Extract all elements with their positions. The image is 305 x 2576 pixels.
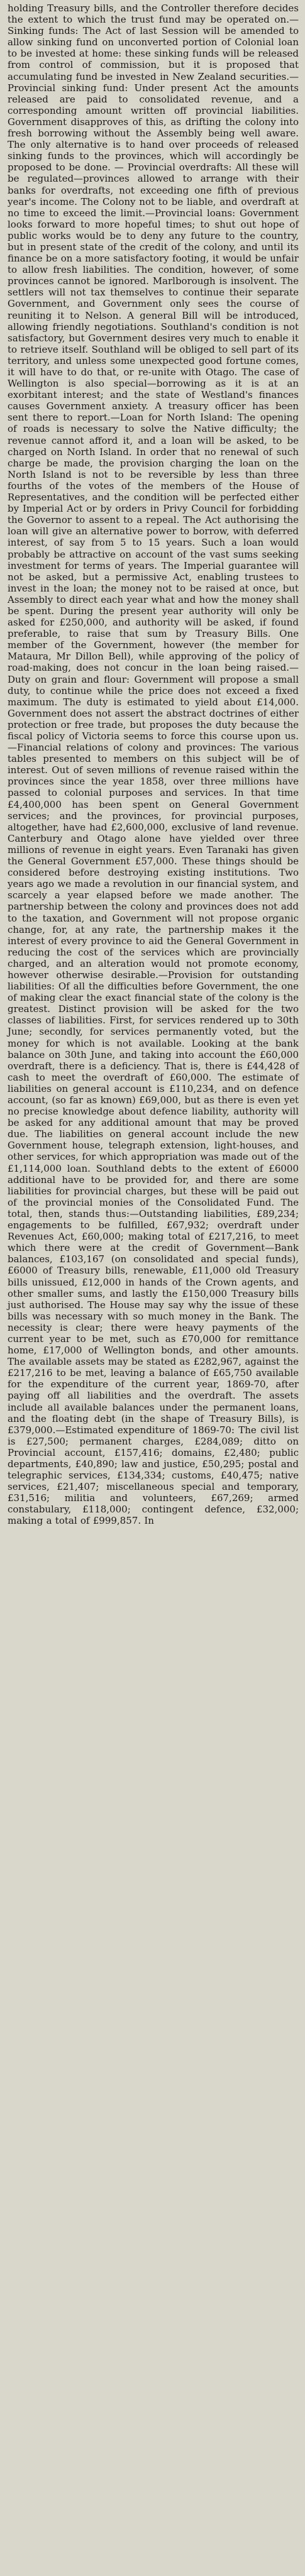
article-paragraph: holding Treasury bills, and the Controller therefore decides the extent to which the trust fund may be operated on.—Sinking funds: The Act of last Session will be amended to allow sinking fund on unconverted portion of Colonial loan to be invested at home: these sinking funds will be released from control of commission, but it is proposed that accumulating fund be invested in New Zealand securities.—Provincial sinking fund: Under present Act the amounts released are paid to consolidated revenue, and a corresponding amount written off provincial liabilities. Government disapproves of this, as drifting the colony into fresh borrowing without the Assembly being well aware. The only alternative is to hand over proceeds of released sinking funds to the provinces, which will accordingly be proposed to be done. — Provincial overdrafts: All these will be regulated—provinces allowed to arrange with their banks for overdrafts, not exceeding one fifth of previous year's income. The Colony not to be liable, and overdraft at no time to exceed the limit.—Provincial loans: Government looks forward to more hopeful times; to shut out hope of public works would be to deny any future to the country, but in present state of the credit of the colony, and until its finance be on a more satisfactory footing, it would be unfair to allow fresh liabilities. The condition, however, of some provinces cannot be ignored. Marlborough is insolvent. The settlers will not tax themselves to continue their separate Government, and Government only sees the course of reuniting it to Nelson. A general Bill will be introduced, allowing friendly negotiations. Southland's condition is not satisfactory, but Government desires very much to enable it to retrieve itself. Southland will be obliged to sell part of its territory, and unless some unexpected good fortune comes, it will have to do that, or re-unite with Otago. The case of Wellington is also special—borrowing as it is at an exorbitant interest; and the state of Westland's finances causes Government anxiety. A treasury officer has been sent there to report.—Loan for North Island: The opening of roads is necessary to solve the Native difficulty; the revenue cannot afford it, and a loan will be asked, to be charged on North Island. In order that no renewal of such charge be made, the provision charging the loan on the North Island is not to be reversible by less than three fourths of the votes of the members of the House of Representatives, and the condition will be perfected either by Imperial Act or by orders in Privy Council for forbidding the Governor to assent to a repeal. The Act authorising the loan will give an alternative power to borrow, with deferred interest, of say from 5 to 15 years. Such a loan would probably be attractive on account of the vast sums seeking investment for terms of years. The Imperial guarantee will not be asked, but a permissive Act, enabling trustees to invest in the loan; the money not to be raised at once, but Assembly to direct each year what and how the money shall be spent. During the present year authority will only be asked for £250,000, and authority will be asked, if found preferable, to raise that sum by Treasury Bills. One member of the Government, however (the member for Mataura, Mr Dillon Bell), while approving of the policy of road-making, does not concur in the loan being raised.—Duty on grain and flour: Government will propose a small duty, to continue while the price does not exceed a fixed maximum. The duty is estimated to yield about £14,000. Government does not assert the abstract doctrines of either protection or free trade, but proposes the duty because the fiscal policy of Victoria seems to force this course upon us.—Financial relations of colony and provinces: The various tables presented to members on this subject will be of interest. Out of seven millions of revenue raised within the provinces since the year 1858, over three millions have passed to colonial purposes and services. In that time £4,400,000 has been spent on General Government services; and the provinces, for provincial purposes, altogether, have had £2,600,000, exclusive of land revenue. Canterbury and Otago alone have yielded over three millions of revenue in eight years. Even Taranaki has given the General Government £57,000. These things should be considered before destroying existing institutions. Two years ago we made a revolution in our financial system, and scarcely a year elapsed before we made another. The partnership between the colony and provinces does not add to the taxation, and Government will not propose organic change, for, at any rate, the partnership makes it the interest of every province to aid the General Government in reducing the cost of the services which are provincially charged, and an alteration would not promote economy, however otherwise desirable.—Provision for outstanding liabilities: Of all the difficulties before Government, the one of making clear the exact financial state of the colony is the greatest. Distinct provision will be asked for the two classes of liabilities. First, for services rendered up to 30th June; secondly, for services permanently voted, but the money for which is not available. Looking at the bank balance on 30th June, and taking into account the £60,000 overdraft, there is a deficiency. That is, there is £44,428 of cash to meet the overdraft of £60,000. The estimate of liabilities on general account is £110,234, and on defence account, (so far as known) £69,000, but as there is even yet no precise knowledge about defence liability, authority will be asked for any additional amount that may be proved due. The liabilities on general account include the new Government house, telegraph extension, light-houses, and other services, for which appropriation was made out of the £1,114,000 loan. Southland debts to the extent of £6000 additional have to be provided for, and there are some liabilities for provincial charges, but these will be paid out of the provincial monies of the Consolidated Fund. The total, then, stands thus:—Outstanding liabilities, £89,234; engagements to be fulfilled, £67,932; overdraft under Revenues Act, £60,000; making total of £217,216, to meet which there were at the credit of Government—Bank balances, £103,167 (on consolidated and special funds), £6000 of Treasury bills, renewable, £11,000 old Treasury bills unissued, £12,000 in hands of the Crown agents, and other smaller sums, and lastly the £150,000 Treasury bills just authorised. The House may say why the issue of these bills was necessary with so much money in the Bank. The necessity is clear; there were heavy payments of the current year to be met, such as £70,000 for remittance home, £17,000 of Wellington bonds, and other amounts. The available assets may be stated as £282,967, against the £217,216 to be met, leaving a balance of £65,750 available for the expenditure of the current year, 1869-70, after paying off all liabilities and the overdraft. The assets include all available balances under the permanent loans, and the floating debt (in the shape of Treasury Bills), is £379,000.—Estimated expenditure of 1869-70: The civil list is £27,500; permanent charges, £284,089; ditto on Provincial account, £157,416; domains, £2,480; public departments, £40,890; law and justice, £50,295; postal and telegraphic services, £134,334; customs, £40,475; native services, £21,407; miscellaneous special and temporary, £31,516; militia and volunteers, £67,269; armed constabulary, £118,000; contingent defence, £32,000; making a total of £999,857. In: [8, 3, 299, 1527]
article-column: [8, 3, 299, 1527]
